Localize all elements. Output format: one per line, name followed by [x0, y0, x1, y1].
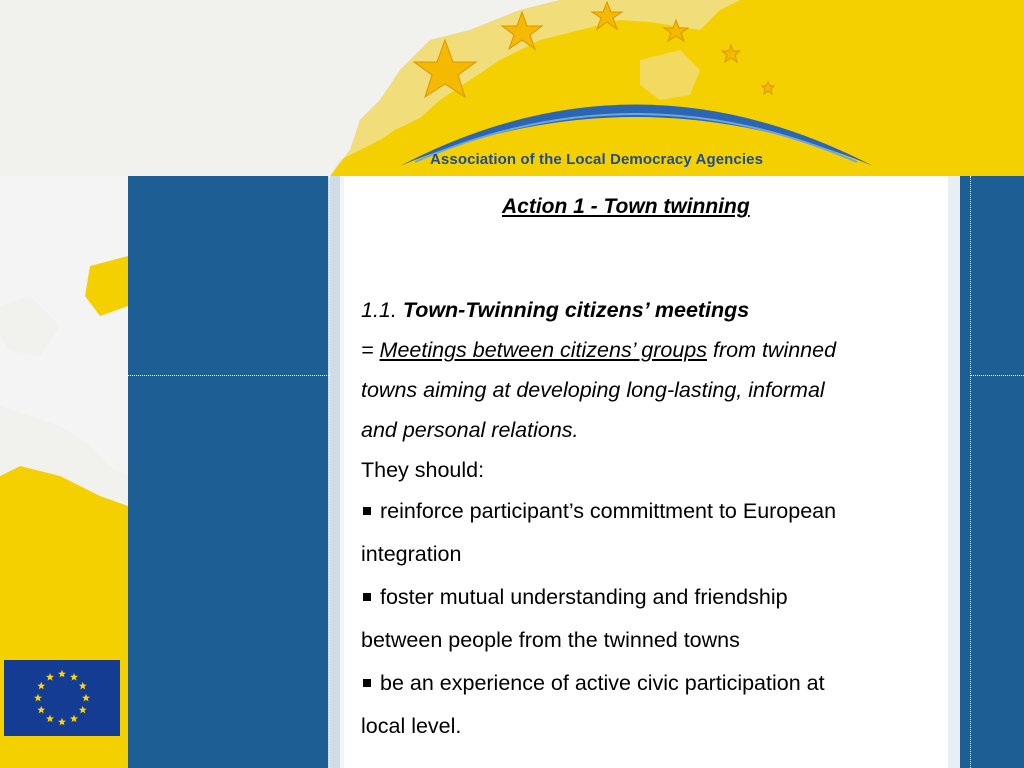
square-bullet-icon [363, 679, 371, 687]
subtitle-title: Town-Twinning citizens’ meetings [402, 298, 750, 322]
bullet-1-text: reinforce participant’s committment to European [380, 499, 837, 523]
bullet-item-1 [361, 490, 941, 533]
dotted-line-right [970, 176, 971, 768]
bullet-1-continuation: integration [361, 542, 462, 566]
subtitle-line [361, 290, 941, 330]
definition-rest: from twinned [707, 338, 837, 362]
left-blue-panel [128, 176, 328, 768]
intro-line: They should: [361, 458, 485, 482]
subtitle-number: 1.1. [361, 298, 397, 322]
organization-name: Association of the Local Democracy Agencies [430, 151, 764, 168]
bullet-item-3 [361, 662, 941, 705]
bullet-2-continuation: between people from the twinned towns [361, 628, 740, 652]
dotted-line-right-horizontal [970, 375, 1024, 376]
slide-title: Action 1 - Town twinning [502, 195, 750, 218]
dotted-line-left [329, 176, 330, 768]
eu-flag-icon [4, 660, 120, 736]
square-bullet-icon [363, 593, 371, 601]
definition-line-2: towns aiming at developing long-lasting, informal [361, 378, 825, 402]
bullet-2-text: foster mutual understanding and friendship [380, 585, 788, 609]
definition-line-3: and personal relations. [361, 418, 579, 442]
definition-underlined: Meetings between citizens’ groups [379, 338, 707, 362]
bullet-3-continuation: local level. [361, 714, 462, 738]
bullet-item-2 [361, 576, 941, 619]
dotted-line-left-horizontal [128, 375, 329, 376]
slide-body [361, 290, 941, 748]
square-bullet-icon [363, 507, 371, 515]
bullet-3-text: be an experience of active civic participation at [380, 671, 825, 695]
definition-prefix: = [361, 338, 380, 362]
definition-line-1 [361, 330, 941, 370]
right-panel-strip [948, 176, 960, 768]
